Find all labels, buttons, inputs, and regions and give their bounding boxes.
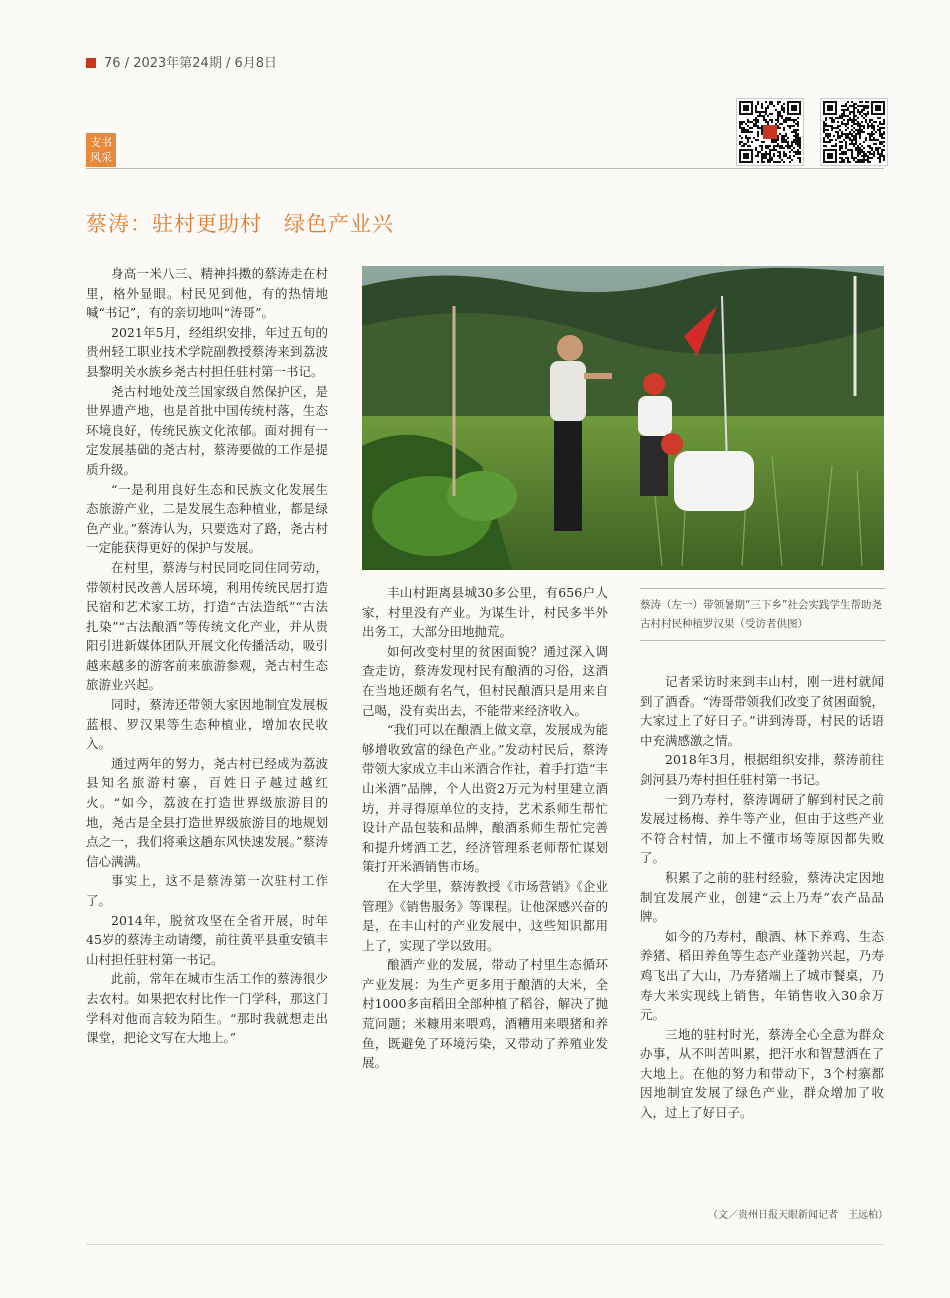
paragraph: 记者采访时来到丰山村，刚一进村就闻到了酒香。“涛哥带领我们改变了贫困面貌，大家过上了好日子。”讲到涛哥，村民的话语中充满感激之情。 [640,674,884,748]
qr-code-graphic [821,99,887,165]
article-column-2 [362,583,608,1073]
field-planting-photo [362,266,884,570]
article-column-3 [640,672,884,1123]
page-header [86,52,277,71]
paragraph: “一是利用良好生态和民族文化发展生态旅游产业，二是发展生态种植业，都是绿色产业。”蔡涛认为，只要选对了路，尧古村一定能获得更好的保护与发展。 [86,481,328,556]
caption-rule [640,640,886,641]
header-separator: / [225,56,235,71]
paragraph: “我们可以在酿酒上做文章，发展成为能够增收致富的绿色产业。”发动村民后，蔡涛带领大家成立丰山米酒合作社，着手打造“丰山米酒”品牌，个人出资2万元为村里建立酒坊，并寻得原单位的支持，艺术系师生帮忙设计产品包装和品牌，酿酒系师生帮忙完善和提升烤酒工艺，经济管理系老师帮忙谋划策打开米酒销售市场。 [362,722,608,875]
paragraph: 三地的驻村时光，蔡涛全心全意为群众办事，从不叫苦叫累，把汗水和智慧洒在了大地上。在他的努力和带动下，3个村寨都因地制宜发展了绿色产业，群众增加了收入，过上了好日子。 [640,1026,884,1121]
page-number: 76 [104,56,121,71]
section-badge [86,133,116,167]
header-rule [86,168,884,169]
issue-date: 6月8日 [234,56,278,71]
paragraph: 身高一米八三、精神抖擞的蔡涛走在村里，格外显眼。村民见到他，有的热情地喊“书记”，有的亲切地叫“涛哥”。 [86,266,328,321]
paragraph: 在大学里，蔡涛教授《市场营销》《企业管理》《销售服务》等课程。让他深感兴奋的是，在丰山村的产业发展中，这些知识都用上了，实现了学以致用。 [362,878,608,953]
paragraph: 此前，常年在城市生活工作的蔡涛很少去农村。如果把农村比作一门学科，那这门学科对他而言较为陌生。“那时我就想走出课堂，把论文写在大地上。” [86,971,328,1046]
qr-code-icon[interactable] [820,98,888,166]
paragraph: 在村里，蔡涛与村民同吃同住同劳动，带领村民改善人居环境，利用传统民居打造民宿和艺术家工坊，打造“古法造纸”“古法扎染”“古法酿酒”等传统文化产业，并从贵阳引进新媒体团队开展文化传播活动，吸引越来越多的游客前来旅游参观，尧古村生态旅游业兴起。 [86,559,328,693]
section-badge-line1: 支书 [90,136,112,149]
paragraph: 2014年，脱贫攻坚在全省开展，时年45岁的蔡涛主动请缨，前往黄平县重安镇丰山村担任驻村第一书记。 [86,912,328,967]
section-badge-line2: 风采 [90,151,112,164]
paragraph: 同时，蔡涛还带领大家因地制宜发展板蓝根、罗汉果等生态种植业，增加农民收入。 [86,697,328,752]
article-photo [362,266,884,570]
qr-code-icon[interactable] [736,98,804,166]
paragraph: 2018年3月，根据组织安排，蔡涛前往剑河县乃寿村担任驻村第一书记。 [640,752,884,787]
footer-rule [86,1244,884,1245]
red-square-icon [86,58,96,68]
paragraph: 酿酒产业的发展，带动了村里生态循环产业发展：为生产更多用于酿酒的大米，全村1000多亩稻田全部种植了稻谷，解决了抛荒问题；米糠用来喂鸡，酒糟用来喂猪和养鱼，既避免了环境污染，又带动了养殖业发展。 [362,957,608,1071]
paragraph: 如今的乃寿村，酿酒、林下养鸡、生态养猪、稻田养鱼等生态产业蓬勃兴起，乃寿鸡飞出了大山，乃寿猪端上了城市餐桌，乃寿大米实现线上销售，年销售收入30余万元。 [640,928,884,1023]
issue-label: 2023年第24期 [133,56,222,71]
paragraph: 丰山村距离县城30多公里，有656户人家，村里没有产业。为谋生计，村民多半外出务工，大部分田地抛荒。 [362,585,608,640]
article-title: 蔡涛：驻村更助村 绿色产业兴 [86,212,394,236]
qr-code-graphic [737,99,803,165]
paragraph: 积累了之前的驻村经验，蔡涛决定因地制宜发展产业，创建“云上乃寿”农产品品牌。 [640,869,884,925]
paragraph: 一到乃寿村，蔡涛调研了解到村民之前发展过杨梅、养牛等产业，但由于这些产业不符合村情，加上不懂市场等原因都失败了。 [640,791,884,866]
caption-rule [640,588,886,589]
article-byline: （文／贵州日报天眼新闻记者 王远柏） [708,1210,888,1221]
header-separator: / [124,56,134,71]
paragraph: 如何改变村里的贫困面貌？通过深入调查走访，蔡涛发现村民有酿酒的习俗，这酒在当地还颇有名气，但村民酿酒只是用来自己喝，没有卖出去，不能带来经济收入。 [362,643,608,718]
article-column-1 [86,264,328,1048]
photo-caption: 蔡涛（左一）带领暑期“三下乡”社会实践学生帮助尧古村村民种植罗汉果（受访者供图） [640,599,882,630]
paragraph: 事实上，这不是蔡涛第一次驻村工作了。 [86,873,328,908]
paragraph: 通过两年的努力，尧古村已经成为荔波县知名旅游村寨，百姓日子越过越红火。“如今，荔波在打造世界级旅游目的地，尧古是全县打造世界级旅游目的地规划点之一，我们将乘这趟东风快速发展。”蔡涛信心满满。 [86,755,328,869]
paragraph: 尧古村地处茂兰国家级自然保护区，是世界遗产地，也是首批中国传统村落，生态环境良好，传统民族文化浓郁。面对拥有一定发展基础的尧古村，蔡涛要做的工作是提质升级。 [86,383,328,477]
paragraph: 2021年5月，经组织安排，年过五旬的贵州轻工职业技术学院副教授蔡涛来到荔波县黎明关水族乡尧古村担任驻村第一书记。 [86,324,328,379]
